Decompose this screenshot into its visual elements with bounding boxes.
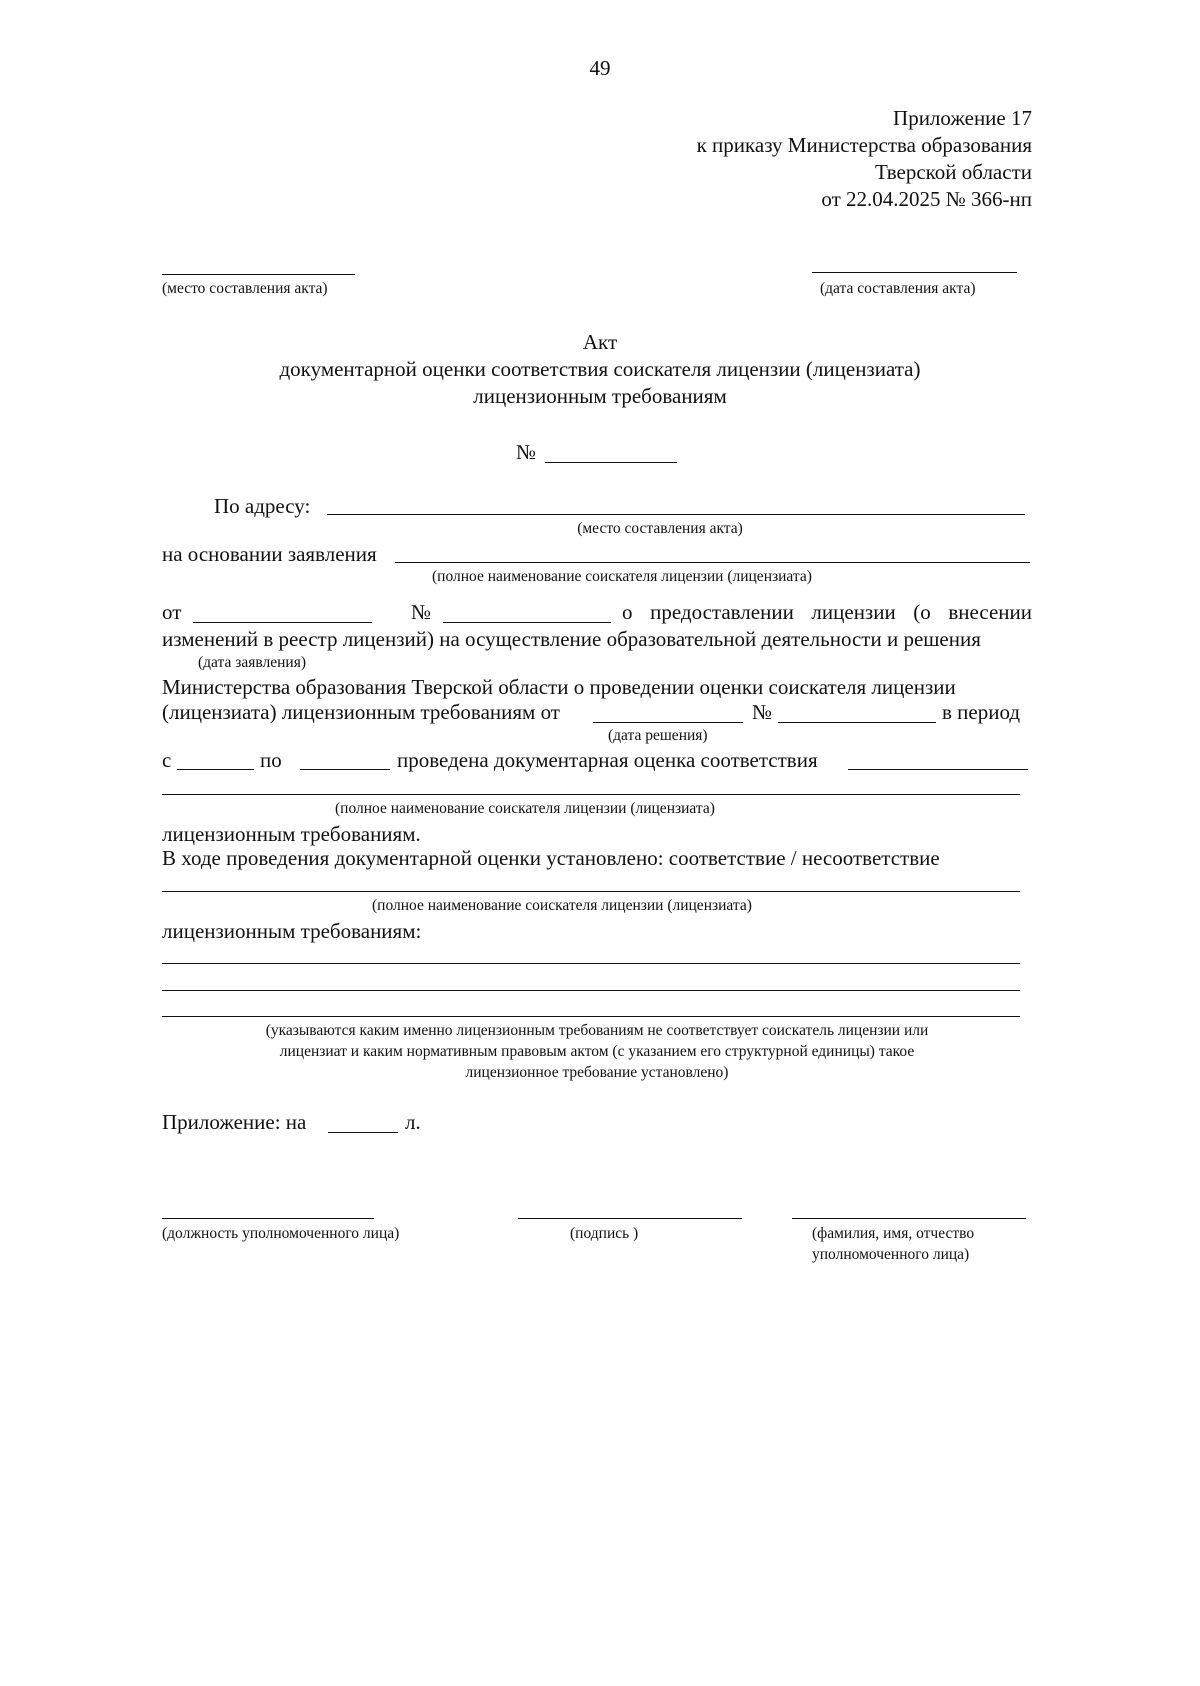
date-caption: (дата составления акта) bbox=[820, 280, 976, 297]
application-date-field-line[interactable] bbox=[193, 622, 372, 623]
appendix-line-3: Тверской области bbox=[874, 160, 1032, 184]
position-field-line[interactable] bbox=[162, 1218, 374, 1219]
noncompliance-line-3[interactable] bbox=[162, 1016, 1020, 1017]
address-label: По адресу: bbox=[214, 494, 311, 518]
title-line-1: Акт bbox=[582, 330, 618, 354]
note-line-2: лицензиат и каким нормативным правовым актом (с указанием его структурной единицы) такое bbox=[279, 1043, 915, 1060]
period-text: в период bbox=[942, 700, 1021, 724]
finding-text: В ходе проведения документарной оценки установлено: соответствие / несоответствие bbox=[162, 846, 940, 870]
decision-number-field-line[interactable] bbox=[778, 722, 936, 723]
period-to-label: по bbox=[260, 748, 282, 772]
full-name-caption-2: уполномоченного лица) bbox=[812, 1246, 970, 1263]
place-field-line[interactable] bbox=[162, 274, 355, 275]
ministry-text: Министерства образования Тверской области о проведении оценки соискателя лицензии bbox=[162, 675, 956, 699]
basis-label: на основании заявления bbox=[162, 542, 377, 566]
changes-text: изменений в реестр лицензий) на осуществление образовательной деятельности и решения bbox=[162, 627, 981, 651]
note-line-1: (указываются каким именно лицензионным требованиям не соответствует соискатель лицензии или bbox=[265, 1022, 929, 1039]
date-field-line[interactable] bbox=[812, 272, 1017, 273]
applicant-name-field-line-2[interactable] bbox=[162, 794, 1020, 795]
licensee-text: (лицензиата) лицензионным требованиям от bbox=[162, 700, 560, 724]
title-line-3: лицензионным требованиям bbox=[473, 384, 727, 408]
act-number-label: № bbox=[516, 440, 537, 464]
basis-caption: (полное наименование соискателя лицензии (лицензиата) bbox=[432, 568, 812, 585]
signature-field-line[interactable] bbox=[518, 1218, 742, 1219]
period-from-field-line[interactable] bbox=[177, 769, 254, 770]
from-label: от bbox=[162, 600, 182, 624]
attachment-pages-field-line[interactable] bbox=[328, 1132, 398, 1133]
attachment-suffix: л. bbox=[405, 1110, 421, 1134]
applicant-name-field-line[interactable] bbox=[395, 562, 1030, 563]
place-caption: (место составления акта) bbox=[162, 280, 328, 297]
full-name-caption-1: (фамилия, имя, отчество bbox=[812, 1225, 975, 1242]
address-caption: (место составления акта) bbox=[577, 520, 743, 537]
page-number: 49 bbox=[589, 56, 611, 80]
provision-text: о предоставлении лицензии (о внесении bbox=[622, 600, 1032, 624]
note-line-3: лицензионное требование установлено) bbox=[465, 1064, 729, 1081]
title-line-2: документарной оценки соответствия соискателя лицензии (лицензиата) bbox=[279, 357, 921, 381]
act-number-field-line[interactable] bbox=[545, 462, 677, 463]
position-caption: (должность уполномоченного лица) bbox=[162, 1225, 400, 1242]
name-caption-1: (полное наименование соискателя лицензии (лицензиата) bbox=[335, 800, 715, 817]
requirements-text-1: лицензионным требованиям. bbox=[162, 822, 421, 846]
decision-number-label: № bbox=[752, 700, 773, 724]
application-number-field-line[interactable] bbox=[443, 622, 611, 623]
application-date-caption: (дата заявления) bbox=[198, 654, 306, 671]
address-field-line[interactable] bbox=[327, 514, 1025, 515]
full-name-field-line[interactable] bbox=[792, 1218, 1026, 1219]
applicant-name-field-line-3[interactable] bbox=[162, 891, 1020, 892]
application-number-label: № bbox=[411, 600, 432, 624]
noncompliance-line-1[interactable] bbox=[162, 963, 1020, 964]
appendix-line-2: к приказу Министерства образования bbox=[696, 133, 1032, 157]
signature-caption: (подпись ) bbox=[570, 1225, 639, 1242]
name-caption-2: (полное наименование соискателя лицензии (лицензиата) bbox=[372, 897, 752, 914]
decision-date-field-line[interactable] bbox=[593, 722, 743, 723]
noncompliance-line-2[interactable] bbox=[162, 990, 1020, 991]
appendix-line-1: Приложение 17 bbox=[893, 106, 1032, 130]
appendix-line-4: от 22.04.2025 № 366-нп bbox=[821, 187, 1032, 211]
attachment-label: Приложение: на bbox=[162, 1110, 307, 1134]
decision-date-caption: (дата решения) bbox=[608, 727, 708, 744]
period-from-label: с bbox=[162, 748, 172, 772]
requirements-text-2: лицензионным требованиям: bbox=[162, 919, 422, 943]
conducted-text: проведена документарная оценка соответствия bbox=[397, 748, 818, 772]
assessed-entity-field-line[interactable] bbox=[848, 769, 1028, 770]
period-to-field-line[interactable] bbox=[300, 769, 390, 770]
